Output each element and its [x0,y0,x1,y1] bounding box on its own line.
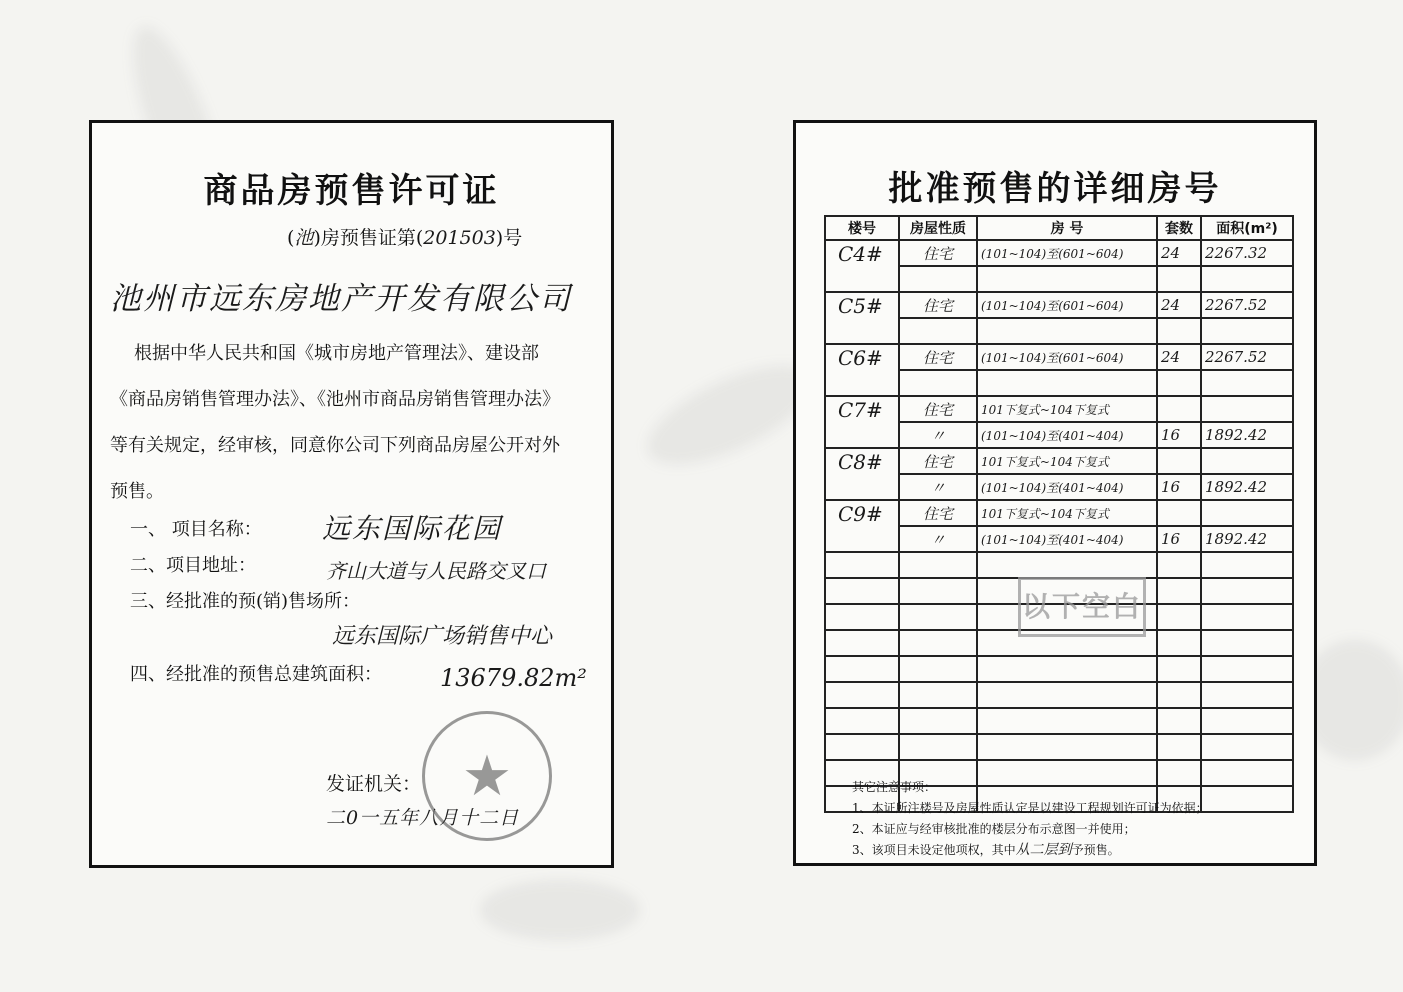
room-cell-t [899,630,977,656]
room-cell-n: 16 [1157,474,1201,500]
note-2: 2、本证应与经审核批准的楼层分布示意图一并使用； [852,822,1136,836]
room-cell-b: C8# [825,448,899,474]
room-table [824,215,1294,813]
room-cell-a [1201,578,1293,604]
room-cell-a [1201,682,1293,708]
room-cell-t [899,604,977,630]
room-cell-b [825,422,899,448]
room-cell-t [899,708,977,734]
note-3: 3、该项目未设定他项权，其中从二层到予预售。 [852,842,1120,858]
table-row [825,344,1293,370]
permit-body-text: 根据中华人民共和国《城市房地产管理法》、建设部 《商品房销售管理办法》、《池州市商品房销售管理办法》 等有关规定，经审核，同意你公司下列商品房屋公开对外 预售。 [110,343,560,502]
room-cell-a: 2267.32 [1201,240,1293,266]
room-cell-a: 2267.52 [1201,292,1293,318]
room-cell-a: 1892.42 [1201,526,1293,552]
table-row [825,292,1293,318]
issuing-authority-label: 发证机关： [326,773,422,795]
room-cell-b [825,734,899,760]
seal-star-icon: ★ [461,744,513,809]
room-cell-r: (101~104)至(601~604) [977,344,1157,370]
room-cell-t: 住宅 [899,396,977,422]
room-cell-r [977,734,1157,760]
room-cell-a: 1892.42 [1201,474,1293,500]
room-cell-a [1201,708,1293,734]
room-cell-t: 〃 [899,422,977,448]
room-cell-b: C5# [825,292,899,318]
room-cell-a [1201,734,1293,760]
room-cell-b: C9# [825,500,899,526]
header-building: 楼号 [825,216,899,240]
room-cell-r [977,552,1157,578]
permit-title: 商品房预售许可证 [203,171,500,211]
room-cell-r: (101~104)至(401~404) [977,422,1157,448]
table-row [825,240,1293,266]
room-cell-a [1201,552,1293,578]
table-row [825,474,1293,500]
room-cell-t: 住宅 [899,448,977,474]
room-cell-r [977,682,1157,708]
room-cell-t: 〃 [899,474,977,500]
room-cell-a [1201,448,1293,474]
room-detail-title: 批准预售的详细房号 [888,169,1222,209]
room-cell-b [825,630,899,656]
header-area: 面积(m²) [1201,216,1293,240]
room-cell-n [1157,604,1201,630]
room-cell-n [1157,396,1201,422]
room-cell-a [1201,656,1293,682]
room-cell-n [1157,656,1201,682]
room-cell-t: 住宅 [899,240,977,266]
table-row [825,370,1293,396]
room-cell-t [899,370,977,396]
room-cell-b [825,656,899,682]
project-address-value: 齐山大道与人民路交叉口 [326,559,546,583]
blank-below-stamp: 以下空白 [1018,577,1146,637]
room-cell-a [1201,370,1293,396]
room-table-header [825,216,1293,240]
table-row [825,318,1293,344]
sales-office-value: 远东国际广场销售中心 [332,624,553,649]
room-cell-r: (101~104)至(401~404) [977,526,1157,552]
sales-office-row: 三、经批准的预(销)售场所： [130,591,361,612]
room-cell-n: 16 [1157,422,1201,448]
room-cell-n: 16 [1157,526,1201,552]
room-cell-b [825,552,899,578]
table-row [825,656,1293,682]
room-cell-a [1201,266,1293,292]
cert-number: 201503 [423,227,496,249]
total-area-value: 13679.82m² [440,664,587,692]
room-cell-b [825,370,899,396]
table-row [825,500,1293,526]
room-cell-r: (101~104)至(601~604) [977,240,1157,266]
room-cell-n [1157,370,1201,396]
room-cell-n [1157,734,1201,760]
project-address-row: 二、项目地址： 齐山大道与人民路交叉口 [130,555,546,583]
room-cell-b: C7# [825,396,899,422]
table-row [825,422,1293,448]
table-row [825,552,1293,578]
room-cell-b [825,266,899,292]
room-cell-t [899,552,977,578]
room-cell-t [899,734,977,760]
room-cell-a [1201,396,1293,422]
room-cell-n [1157,266,1201,292]
room-cell-n [1157,630,1201,656]
room-cell-r [977,656,1157,682]
room-cell-r [977,318,1157,344]
room-cell-b [825,474,899,500]
room-cell-n [1157,708,1201,734]
company-name: 池州市远东房地产开发有限公司 [110,281,572,317]
project-name-value: 远东国际花园 [322,512,503,545]
room-cell-r [977,708,1157,734]
table-row [825,396,1293,422]
room-table-body [825,240,1293,812]
room-cell-n [1157,682,1201,708]
room-cell-a [1201,500,1293,526]
room-cell-t [899,656,977,682]
room-cell-t: 住宅 [899,344,977,370]
room-cell-r: 101下复式~104下复式 [977,396,1157,422]
note-1: 1、本证所注楼号及房屋性质认定是以建设工程规划许可证为依据； [852,801,1208,815]
room-cell-r: (101~104)至(601~604) [977,292,1157,318]
certificate-number-line: (池)房预售证第(201503)号 [287,227,523,249]
room-cell-n [1157,448,1201,474]
room-cell-b [825,682,899,708]
room-cell-b [825,604,899,630]
table-row [825,734,1293,760]
room-cell-a: 1892.42 [1201,422,1293,448]
room-cell-a [1201,318,1293,344]
table-row [825,266,1293,292]
room-cell-n: 24 [1157,344,1201,370]
header-room-number: 房 号 [977,216,1157,240]
room-cell-b [825,318,899,344]
header-count: 套数 [1157,216,1201,240]
room-cell-a [1201,630,1293,656]
room-cell-b [825,526,899,552]
header-type: 房屋性质 [899,216,977,240]
project-name-row: 一、 项目名称： 远东国际花园 [130,515,262,541]
presale-permit-panel [89,120,614,868]
room-cell-t [899,266,977,292]
table-row [825,448,1293,474]
room-cell-b [825,578,899,604]
room-cell-r: 101下复式~104下复式 [977,448,1157,474]
room-cell-b: C4# [825,240,899,266]
room-cell-b [825,708,899,734]
room-cell-n: 24 [1157,292,1201,318]
room-cell-t: 住宅 [899,292,977,318]
issue-date: 二0一五年八月十二日 [326,807,520,829]
room-cell-a [1201,604,1293,630]
room-cell-n: 24 [1157,240,1201,266]
room-cell-t: 〃 [899,526,977,552]
room-cell-t: 住宅 [899,500,977,526]
total-area-row: 四、经批准的预售总建筑面积： 13679.82m² [130,664,587,692]
table-row [825,708,1293,734]
notes-title: 其它注意事项： [852,780,937,794]
room-cell-a: 2267.52 [1201,344,1293,370]
room-cell-r [977,266,1157,292]
room-cell-n [1157,552,1201,578]
room-cell-r: (101~104)至(401~404) [977,474,1157,500]
room-cell-t [899,318,977,344]
room-cell-b: C6# [825,344,899,370]
table-row [825,526,1293,552]
cert-region: 池 [294,227,314,249]
room-cell-n [1157,318,1201,344]
room-cell-t [899,682,977,708]
room-cell-r: 101下复式~104下复式 [977,500,1157,526]
notes-section [852,777,1302,861]
table-row [825,682,1293,708]
room-cell-n [1157,500,1201,526]
room-cell-t [899,578,977,604]
room-detail-panel [793,120,1317,866]
room-cell-r [977,370,1157,396]
room-cell-n [1157,578,1201,604]
